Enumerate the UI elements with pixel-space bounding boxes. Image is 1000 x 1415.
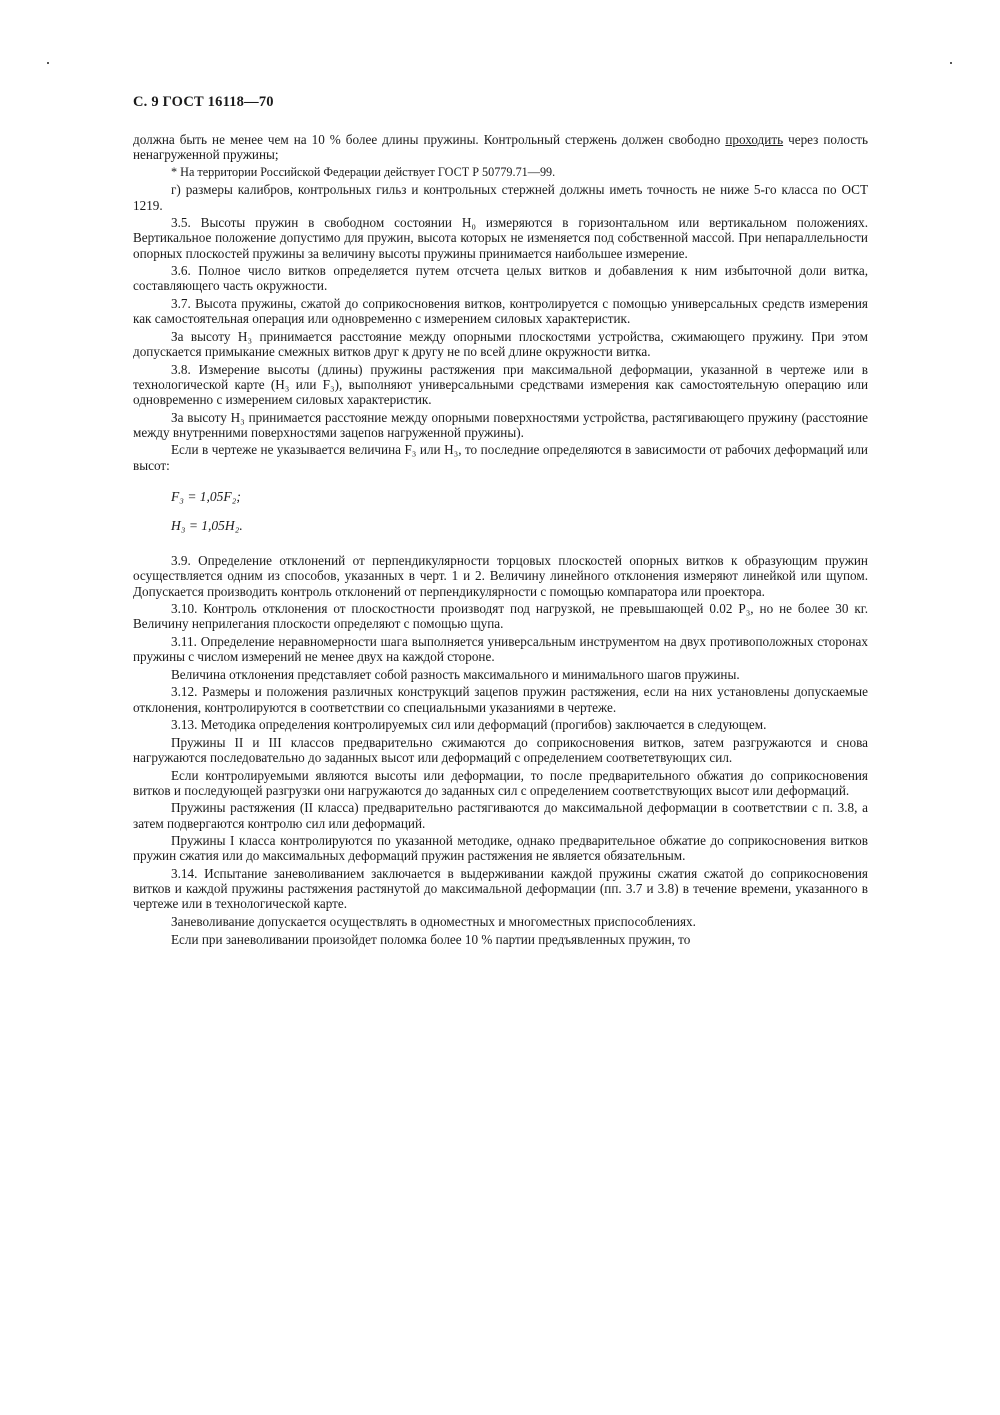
paragraph-3-6: 3.6. Полное число витков определяется путем отсчета целых витков и добавления к ним избыточной доли витка, составляющего часть окружности. bbox=[133, 263, 868, 294]
paragraph-3-13-classes: Пружины II и III классов предварительно сжимаются до соприкосновения витков, затем разгружаются и снова нагружаются последовательно до заданных высот или деформаций с определением соответетвующих сил. bbox=[133, 734, 868, 765]
paragraph-3-9: 3.9. Определение отклонений от перпендикулярности торцовых плоскостей опорных витков к образующим пружин осуществляется одним из способов, указанных в черт. 1 и 2. Величину линейного отклонения измеряют линейкой или щупом. Допускается производить контроль отклонений от перпендикулярности с помощью компаратора или проектора. bbox=[133, 553, 868, 599]
underlined-word: проходить bbox=[725, 132, 784, 147]
text-span: через полость ненагруженной пружины; bbox=[133, 132, 868, 163]
text-span: должна быть не менее чем на 10 % более длины пружины. Контрольный стержень должен свободно bbox=[133, 132, 726, 147]
formula-h3: H₃ = 1,05H₂. bbox=[171, 517, 243, 533]
paragraph-3-14-breakage: Если при заневоливании произойдет поломка более 10 % партии предъявленных пружин, то bbox=[171, 931, 691, 947]
paragraph-3-14: 3.14. Испытание заневоливанием заключается в выдерживании каждой пружины сжатия сжатой до соприкосновения витков и каждой пружины растяжения растянутой до максимальной деформации (пп. 3.7 и 3.8) в течение времени, указанного в чертеже или в технологической карте. bbox=[133, 865, 868, 912]
paragraph-3-11: 3.11. Определение неравномерности шага выполняется универсальным инструментом на двух противоположных сторонах пружины с числом измерений не менее двух на каждой стороне. bbox=[133, 633, 868, 665]
paragraph-3-8-formula-intro: Если в чертеже не указывается величина F₃ или H₃, то последние определяются в зависимости от рабочих деформаций или высот: bbox=[133, 442, 868, 473]
paragraph-3-14-fixtures: Заневоливание допускается осуществлять в одноместных и многоместных приспособлениях. bbox=[171, 913, 696, 929]
paragraph-3-13-class-one: Пружины I класса контролируются по указанной методике, однако предварительное обжатие до соприкосновения витков пружин сжатия или до максимальных деформаций пружин растяжения не является обязательным. bbox=[133, 833, 868, 864]
document-body bbox=[133, 132, 868, 949]
paragraph-3-11-deviation: Величина отклонения представляет собой разность максимального и минимального шагов пружины. bbox=[171, 666, 740, 682]
paragraph-3-8: 3.8. Измерение высоты (длины) пружины растяжения при максимальной деформации, указанной в чертеже или в технологической карте (H₃ или F₃), выполняют универсальными средствами измерения как самостоятельную операцию или одновременно с измерением силовых характеристик. bbox=[133, 361, 868, 407]
page-header: С. 9 ГОСТ 16118—70 bbox=[133, 94, 274, 110]
paragraph-3-5: 3.5. Высоты пружин в свободном состоянии H₀ измеряются в горизонтальном или вертикальном положениях. Вертикальное положение допустимо для пружин, высота которых не изменяется под собственной массой. При непараллельности опорных плоскостей пружины за величину высоты пружины принимается наибольшее измерение. bbox=[133, 215, 868, 261]
paragraph-continuation bbox=[133, 132, 868, 162]
paragraph-3-10: 3.10. Контроль отклонения от плоскостности производят под нагрузкой, не превышающей 0.02 P₃, но не более 30 кг. Величину неприлегания плоскости определяют с помощью щупа. bbox=[133, 601, 868, 632]
paragraph-3-8-height: За высоту H₃ принимается расстояние между опорными поверхностями устройства, растягивающего пружину (расстояние между внутренними поверхностями зацепов нагруженной пружины). bbox=[133, 409, 868, 440]
paragraph-3-7: 3.7. Высота пружины, сжатой до соприкосновения витков, контролируется с помощью универсальных средств измерения как самостоятельная операция или одновременно с измерением силовых характеристик. bbox=[133, 295, 868, 327]
formula-f3: F₃ = 1,05F₂; bbox=[171, 488, 241, 504]
scan-speck-left bbox=[47, 62, 49, 64]
paragraph-3-12: 3.12. Размеры и положения различных конструкций зацепов пружин растяжения, если на них установлены допускаемые отклонения, контролируются в соответствии со специальными указаниями в чертеже. bbox=[133, 684, 868, 715]
paragraph-3-13-heights: Если контролируемыми являются высоты или деформации, то после предварительного обжатия до соприкосновения витков и последующей разгрузки они нагружаются до заданных сил с определением соответствующих высот или деформаций. bbox=[133, 767, 868, 798]
scan-speck-right bbox=[950, 62, 952, 64]
paragraph-3-13: 3.13. Методика определения контролируемых сил или деформаций (прогибов) заключается в следующем. bbox=[171, 717, 767, 733]
paragraph-3-7-height: За высоту H₃ принимается расстояние между опорными плоскостями устройства, сжимающего пружину. При этом допускается примыкание смежных витков друг к другу не по всей длине окружности витка. bbox=[133, 328, 868, 359]
paragraph-g: г) размеры калибров, контрольных гильз и контрольных стержней должны иметь точность не ниже 5-го класса по ОСТ 1219. bbox=[133, 182, 868, 213]
footnote: * На территории Российской Федерации действует ГОСТ Р 50779.71—99. bbox=[171, 164, 556, 179]
paragraph-3-13-tension: Пружины растяжения (II класса) предварительно растягиваются до максимальной деформации в соответствии с п. 3.8, а затем подвергаются контролю сил или деформаций. bbox=[133, 800, 868, 831]
